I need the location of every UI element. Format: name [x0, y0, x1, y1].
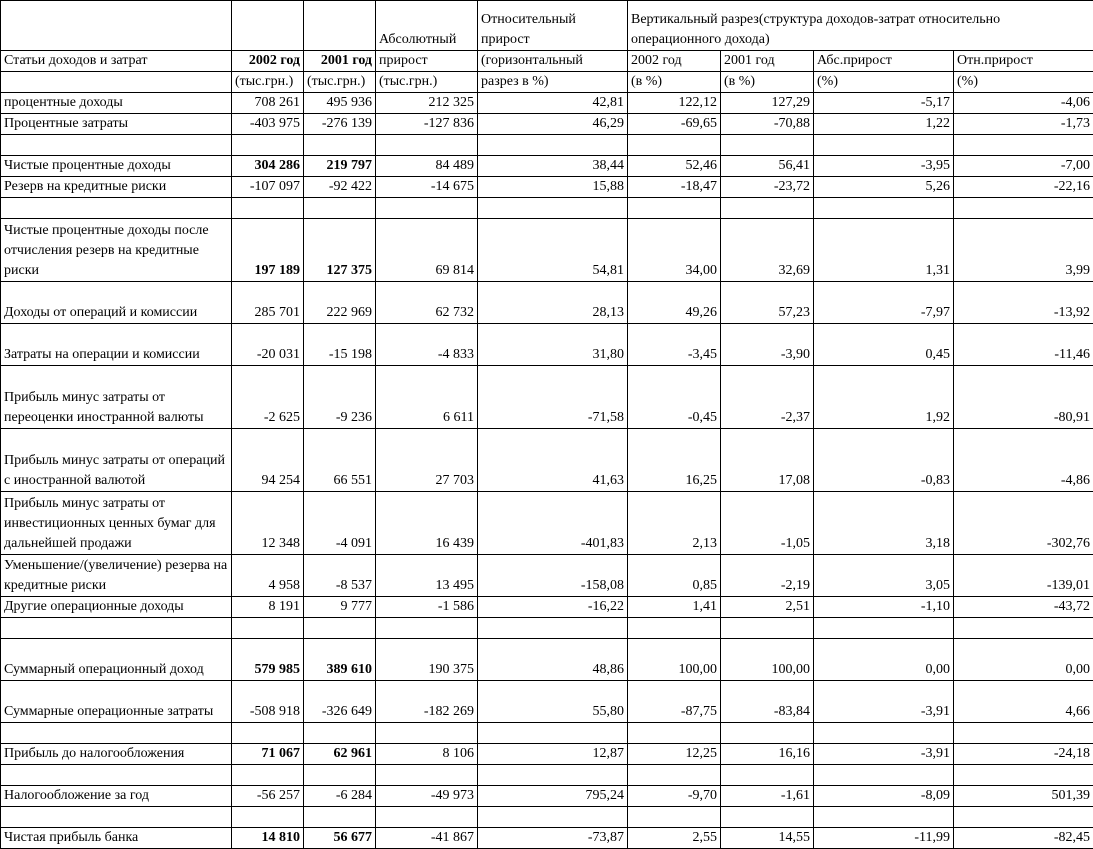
- cell-srel: -139,01: [954, 555, 1093, 597]
- cell-srel: -13,92: [954, 282, 1093, 324]
- cell-sabs: -1,10: [814, 597, 954, 618]
- spacer-row: [1, 198, 1093, 219]
- table-row: [1, 324, 1093, 366]
- cell-srel: 0,00: [954, 639, 1093, 681]
- empty-cell: [376, 618, 478, 639]
- empty-cell: [478, 135, 628, 156]
- cell-s2002: 34,00: [628, 219, 721, 282]
- cell-v2001: 495 936: [304, 93, 376, 114]
- cell-srel: 501,39: [954, 786, 1093, 807]
- cell-abs: 13 495: [376, 555, 478, 597]
- cell-rel: 28,13: [478, 282, 628, 324]
- header-struct-abs: Абс.прирост: [814, 51, 954, 72]
- cell-v2002: 71 067: [232, 744, 304, 765]
- empty-cell: [721, 135, 814, 156]
- cell-sabs: -3,95: [814, 156, 954, 177]
- header-unit-s2002: (в %): [628, 72, 721, 93]
- cell-s2001: -23,72: [721, 177, 814, 198]
- cell-srel: -82,45: [954, 828, 1093, 849]
- empty-cell: [232, 723, 304, 744]
- spacer-row: [1, 723, 1093, 744]
- cell-abs: 212 325: [376, 93, 478, 114]
- table-row: [1, 429, 1093, 492]
- cell-v2001: -8 537: [304, 555, 376, 597]
- cell-s2002: -0,45: [628, 366, 721, 429]
- cell-srel: -24,18: [954, 744, 1093, 765]
- cell-abs: -127 836: [376, 114, 478, 135]
- cell-s2002: 52,46: [628, 156, 721, 177]
- empty-cell: [232, 198, 304, 219]
- empty-cell: [814, 198, 954, 219]
- cell-v2002: 94 254: [232, 429, 304, 492]
- cell-v2002: 8 191: [232, 597, 304, 618]
- empty-cell: [814, 807, 954, 828]
- empty-cell: [304, 198, 376, 219]
- cell-rel: 42,81: [478, 93, 628, 114]
- cell-abs: 62 732: [376, 282, 478, 324]
- cell-srel: -1,73: [954, 114, 1093, 135]
- cell-rel: -16,22: [478, 597, 628, 618]
- cell-sabs: 3,18: [814, 492, 954, 555]
- table-row: [1, 681, 1093, 723]
- empty-cell: [1, 618, 232, 639]
- cell-v2002: 579 985: [232, 639, 304, 681]
- cell-s2001: 16,16: [721, 744, 814, 765]
- cell-v2002: 197 189: [232, 219, 304, 282]
- table-row: [1, 366, 1093, 429]
- row-label: Суммарные операционные затраты: [1, 681, 232, 723]
- header-unit-sabs: (%): [814, 72, 954, 93]
- header-items-label: Статьи доходов и затрат: [1, 51, 232, 72]
- cell-rel: 795,24: [478, 786, 628, 807]
- table-row: [1, 555, 1093, 597]
- empty-cell: [304, 807, 376, 828]
- cell-v2002: -2 625: [232, 366, 304, 429]
- cell-s2002: -18,47: [628, 177, 721, 198]
- row-label: Затраты на операции и комиссии: [1, 324, 232, 366]
- header-row-2: [1, 51, 1093, 72]
- header-vertical-title: Вертикальный разрез(структура доходов-затрат относительно операционного дохода): [628, 1, 1093, 51]
- row-label: Налогообложение за год: [1, 786, 232, 807]
- cell-sabs: -11,99: [814, 828, 954, 849]
- cell-abs: -14 675: [376, 177, 478, 198]
- cell-s2002: 16,25: [628, 429, 721, 492]
- empty-cell: [304, 723, 376, 744]
- cell-srel: -4,06: [954, 93, 1093, 114]
- table-row: [1, 114, 1093, 135]
- header-rel-growth: Относительный прирост: [478, 1, 628, 51]
- empty-cell: [376, 135, 478, 156]
- cell-v2002: -508 918: [232, 681, 304, 723]
- cell-srel: -4,86: [954, 429, 1093, 492]
- empty-cell: [954, 765, 1093, 786]
- cell-v2001: 9 777: [304, 597, 376, 618]
- empty-cell: [376, 198, 478, 219]
- cell-rel: 46,29: [478, 114, 628, 135]
- table-row: [1, 219, 1093, 282]
- row-label: Суммарный операционный доход: [1, 639, 232, 681]
- cell-s2002: 49,26: [628, 282, 721, 324]
- cell-v2002: 4 958: [232, 555, 304, 597]
- cell-s2001: -83,84: [721, 681, 814, 723]
- cell-v2001: 222 969: [304, 282, 376, 324]
- cell-srel: -7,00: [954, 156, 1093, 177]
- spacer-row: [1, 765, 1093, 786]
- empty-cell: [232, 807, 304, 828]
- table-row: [1, 282, 1093, 324]
- cell-srel: -22,16: [954, 177, 1093, 198]
- header-year-2002: 2002 год: [232, 51, 304, 72]
- empty-cell: [954, 618, 1093, 639]
- cell-s2001: 2,51: [721, 597, 814, 618]
- row-label: Процентные затраты: [1, 114, 232, 135]
- cell-rel: 54,81: [478, 219, 628, 282]
- empty-cell: [628, 198, 721, 219]
- cell-s2002: 0,85: [628, 555, 721, 597]
- cell-v2001: -4 091: [304, 492, 376, 555]
- row-label: Уменьшение/(увеличение) резерва на кредитные риски: [1, 555, 232, 597]
- cell-rel: -71,58: [478, 366, 628, 429]
- empty-cell: [304, 765, 376, 786]
- header-unit-s2001: (в %): [721, 72, 814, 93]
- cell-abs: 16 439: [376, 492, 478, 555]
- empty-cell: [628, 807, 721, 828]
- cell-s2001: -1,05: [721, 492, 814, 555]
- empty-cell: [628, 618, 721, 639]
- cell-abs: 69 814: [376, 219, 478, 282]
- empty-cell: [1, 765, 232, 786]
- row-label: Чистые процентные доходы после отчисления резерв на кредитные риски: [1, 219, 232, 282]
- cell-sabs: 0,00: [814, 639, 954, 681]
- empty-cell: [376, 765, 478, 786]
- cell-sabs: 3,05: [814, 555, 954, 597]
- row-label: процентные доходы: [1, 93, 232, 114]
- cell-rel: -73,87: [478, 828, 628, 849]
- cell-abs: -4 833: [376, 324, 478, 366]
- cell-s2002: 2,55: [628, 828, 721, 849]
- header-blank: [232, 1, 304, 51]
- cell-rel: 31,80: [478, 324, 628, 366]
- cell-s2001: 32,69: [721, 219, 814, 282]
- cell-s2001: 17,08: [721, 429, 814, 492]
- table-row: [1, 177, 1093, 198]
- cell-srel: -80,91: [954, 366, 1093, 429]
- header-abs-growth-2: прирост: [376, 51, 478, 72]
- cell-s2001: 56,41: [721, 156, 814, 177]
- header-struct-2002: 2002 год: [628, 51, 721, 72]
- cell-abs: -182 269: [376, 681, 478, 723]
- cell-sabs: -8,09: [814, 786, 954, 807]
- cell-srel: -43,72: [954, 597, 1093, 618]
- cell-s2002: 2,13: [628, 492, 721, 555]
- cell-v2002: 12 348: [232, 492, 304, 555]
- empty-cell: [814, 723, 954, 744]
- cell-v2001: 56 677: [304, 828, 376, 849]
- empty-cell: [304, 135, 376, 156]
- cell-srel: -302,76: [954, 492, 1093, 555]
- cell-sabs: -0,83: [814, 429, 954, 492]
- table-row: [1, 492, 1093, 555]
- cell-rel: 41,63: [478, 429, 628, 492]
- row-label: Доходы от операций и комиссии: [1, 282, 232, 324]
- cell-sabs: 1,31: [814, 219, 954, 282]
- cell-s2001: -2,19: [721, 555, 814, 597]
- empty-cell: [232, 618, 304, 639]
- empty-cell: [376, 723, 478, 744]
- cell-rel: 48,86: [478, 639, 628, 681]
- empty-cell: [1, 807, 232, 828]
- cell-abs: -41 867: [376, 828, 478, 849]
- header-struct-2001: 2001 год: [721, 51, 814, 72]
- cell-v2001: 389 610: [304, 639, 376, 681]
- cell-abs: 8 106: [376, 744, 478, 765]
- cell-v2002: -107 097: [232, 177, 304, 198]
- empty-cell: [814, 135, 954, 156]
- cell-v2002: -56 257: [232, 786, 304, 807]
- cell-sabs: 0,45: [814, 324, 954, 366]
- cell-rel: 55,80: [478, 681, 628, 723]
- empty-cell: [232, 765, 304, 786]
- row-label: Чистая прибыль банка: [1, 828, 232, 849]
- cell-s2001: 14,55: [721, 828, 814, 849]
- row-label: Прибыль минус затраты от переоценки иностранной валюты: [1, 366, 232, 429]
- table-row: [1, 93, 1093, 114]
- cell-srel: 3,99: [954, 219, 1093, 282]
- header-blank: [304, 1, 376, 51]
- empty-cell: [721, 618, 814, 639]
- empty-cell: [721, 198, 814, 219]
- cell-sabs: 5,26: [814, 177, 954, 198]
- header-unit-2002: (тыс.грн.): [232, 72, 304, 93]
- empty-cell: [478, 765, 628, 786]
- row-label: Другие операционные доходы: [1, 597, 232, 618]
- empty-cell: [814, 765, 954, 786]
- cell-sabs: 1,22: [814, 114, 954, 135]
- cell-s2002: 12,25: [628, 744, 721, 765]
- empty-cell: [304, 618, 376, 639]
- header-abs-growth: Абсолютный: [376, 1, 478, 51]
- cell-rel: -401,83: [478, 492, 628, 555]
- cell-sabs: -7,97: [814, 282, 954, 324]
- table-row: [1, 156, 1093, 177]
- spacer-row: [1, 135, 1093, 156]
- cell-s2002: 122,12: [628, 93, 721, 114]
- cell-v2002: 304 286: [232, 156, 304, 177]
- table-row: [1, 828, 1093, 849]
- header-struct-rel: Отн.прирост: [954, 51, 1093, 72]
- cell-s2001: -1,61: [721, 786, 814, 807]
- empty-cell: [478, 198, 628, 219]
- cell-v2002: -403 975: [232, 114, 304, 135]
- header-rel-growth-3: (горизонтальный: [478, 51, 628, 72]
- empty-cell: [232, 135, 304, 156]
- empty-cell: [954, 807, 1093, 828]
- cell-v2001: 219 797: [304, 156, 376, 177]
- cell-s2001: -70,88: [721, 114, 814, 135]
- cell-abs: -49 973: [376, 786, 478, 807]
- cell-rel: 12,87: [478, 744, 628, 765]
- cell-rel: 38,44: [478, 156, 628, 177]
- spacer-row: [1, 807, 1093, 828]
- cell-srel: 4,66: [954, 681, 1093, 723]
- empty-cell: [478, 807, 628, 828]
- spacer-row: [1, 618, 1093, 639]
- header-year-2001: 2001 год: [304, 51, 376, 72]
- table-row: [1, 744, 1093, 765]
- cell-v2002: 14 810: [232, 828, 304, 849]
- cell-sabs: -3,91: [814, 681, 954, 723]
- empty-cell: [814, 618, 954, 639]
- cell-abs: -1 586: [376, 597, 478, 618]
- cell-s2002: -9,70: [628, 786, 721, 807]
- cell-v2002: -20 031: [232, 324, 304, 366]
- cell-s2001: 57,23: [721, 282, 814, 324]
- cell-v2001: 62 961: [304, 744, 376, 765]
- row-label: Резерв на кредитные риски: [1, 177, 232, 198]
- row-label: Прибыль до налогообложения: [1, 744, 232, 765]
- cell-sabs: -5,17: [814, 93, 954, 114]
- cell-s2002: 1,41: [628, 597, 721, 618]
- empty-cell: [628, 135, 721, 156]
- empty-cell: [376, 807, 478, 828]
- cell-rel: 15,88: [478, 177, 628, 198]
- header-row-1: [1, 1, 1093, 51]
- empty-cell: [721, 807, 814, 828]
- table-row: [1, 639, 1093, 681]
- row-label: Прибыль минус затраты от инвестиционных ценных бумаг для дальнейшей продажи: [1, 492, 232, 555]
- header-unit-2001: (тыс.грн.): [304, 72, 376, 93]
- header-blank: [1, 72, 232, 93]
- header-unit-srel: (%): [954, 72, 1093, 93]
- cell-s2002: -3,45: [628, 324, 721, 366]
- cell-abs: 84 489: [376, 156, 478, 177]
- cell-s2002: -69,65: [628, 114, 721, 135]
- empty-cell: [721, 723, 814, 744]
- empty-cell: [478, 618, 628, 639]
- empty-cell: [954, 135, 1093, 156]
- cell-v2001: -326 649: [304, 681, 376, 723]
- empty-cell: [1, 135, 232, 156]
- cell-abs: 27 703: [376, 429, 478, 492]
- cell-s2001: 127,29: [721, 93, 814, 114]
- cell-s2001: -2,37: [721, 366, 814, 429]
- empty-cell: [478, 723, 628, 744]
- cell-v2002: 708 261: [232, 93, 304, 114]
- cell-s2001: 100,00: [721, 639, 814, 681]
- table-row: [1, 597, 1093, 618]
- row-label: Прибыль минус затраты от операций с иностранной валютой: [1, 429, 232, 492]
- cell-v2001: -9 236: [304, 366, 376, 429]
- empty-cell: [954, 198, 1093, 219]
- cell-v2001: -276 139: [304, 114, 376, 135]
- empty-cell: [628, 723, 721, 744]
- cell-abs: 6 611: [376, 366, 478, 429]
- table-row: [1, 786, 1093, 807]
- cell-v2001: -6 284: [304, 786, 376, 807]
- empty-cell: [721, 765, 814, 786]
- cell-s2002: -87,75: [628, 681, 721, 723]
- cell-s2002: 100,00: [628, 639, 721, 681]
- cell-v2001: -92 422: [304, 177, 376, 198]
- cell-sabs: -3,91: [814, 744, 954, 765]
- cell-srel: -11,46: [954, 324, 1093, 366]
- cell-v2001: -15 198: [304, 324, 376, 366]
- header-blank: [1, 1, 232, 51]
- row-label: Чистые процентные доходы: [1, 156, 232, 177]
- cell-sabs: 1,92: [814, 366, 954, 429]
- empty-cell: [954, 723, 1093, 744]
- header-row-3: [1, 72, 1093, 93]
- empty-cell: [628, 765, 721, 786]
- cell-v2002: 285 701: [232, 282, 304, 324]
- header-rel-growth-4: разрез в %): [478, 72, 628, 93]
- cell-rel: -158,08: [478, 555, 628, 597]
- empty-cell: [1, 723, 232, 744]
- cell-v2001: 127 375: [304, 219, 376, 282]
- cell-abs: 190 375: [376, 639, 478, 681]
- empty-cell: [1, 198, 232, 219]
- cell-v2001: 66 551: [304, 429, 376, 492]
- cell-s2001: -3,90: [721, 324, 814, 366]
- header-unit-abs: (тыс.грн.): [376, 72, 478, 93]
